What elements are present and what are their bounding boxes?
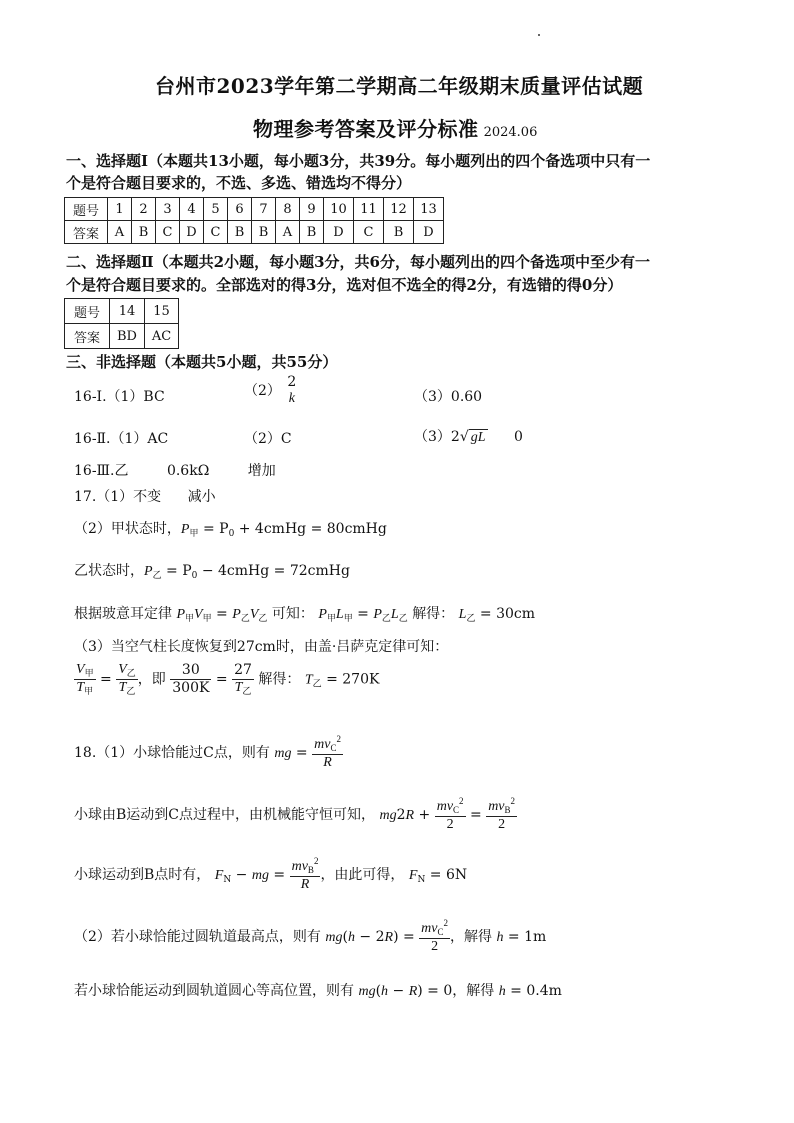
section1-heading-line1: 一、选择题Ⅰ（本题共13小题，每小题3分，共39分。每小题列出的四个备选项中只有一 xyxy=(66,152,651,170)
q18-line3-result: = 6N xyxy=(429,866,468,883)
fraction xyxy=(285,374,298,408)
q17-line1 xyxy=(74,486,216,506)
q17-line2-eq2: + 4cmHg = 80cmHg xyxy=(238,521,387,537)
q18-line3-prefix: 小球运动到B点时有， xyxy=(74,866,211,883)
q16-3-trend: 增加 xyxy=(247,463,276,479)
question-number: 8 xyxy=(276,198,300,221)
q16-3-value: 0.6kΩ xyxy=(166,463,210,479)
section1-answer-table xyxy=(64,197,444,244)
fraction: $\frac{mv_B^2}{R}$ xyxy=(291,856,319,892)
fraction: $\frac{mv_B^2}{2}$ xyxy=(488,796,516,832)
section3-heading: 三、非选择题（本题共5小题，共55分） xyxy=(66,353,338,371)
q16-2-part1: 16-Ⅱ.（1）AC xyxy=(74,431,169,447)
q16-2-part3-label: （3）2 xyxy=(414,429,460,445)
answer-cell: B xyxy=(228,221,252,244)
page-title: 台州市2023学年第二学期高二年级期末质量评估试题 xyxy=(155,74,644,98)
question-number: 2 xyxy=(132,198,156,221)
sqrt-sign: √ xyxy=(459,429,469,445)
q17-line4-solve: 解得： xyxy=(412,606,455,622)
q17-line3-eq2: − 4cmHg = 72cmHg xyxy=(201,563,350,579)
question-number: 11 xyxy=(354,198,384,221)
q18-line5-result: = 0.4m xyxy=(510,983,562,999)
scan-dot xyxy=(538,34,540,36)
q16-1-part3: （3）0.60 xyxy=(414,389,483,405)
answer-cell: B xyxy=(300,221,324,244)
subtitle-text: 物理参考答案及评分标准 xyxy=(253,117,479,141)
question-number: 10 xyxy=(324,198,354,221)
section2-heading-line1: 二、选择题Ⅱ（本题共2小题，每小题3分，共6分，每小题列出的四个备选项中至少有一 xyxy=(66,253,650,271)
q16-2-part3 xyxy=(414,426,523,446)
q17-line4: 根据玻意耳定律 $P_甲V_甲 = P_乙V_乙$ 可知： $P_甲L_甲 = P_乙L_乙$ 解得： $L_乙 = 30cm$ xyxy=(74,606,536,624)
q18-line2: 小球由B运动到C点过程中，由机械能守恒可知， mg2R + $\frac{mv_C^2}{2}$ = $\frac{mv_B^2}{2}$ xyxy=(74,796,516,832)
q18-line1: 18.（1）小球恰能过C点，则有 mg = $\frac{mv_C^2}{R}$ xyxy=(74,734,341,770)
q18-line5-prefix: 若小球恰能运动到圆轨道圆心等高位置，则有 xyxy=(74,983,354,999)
question-number: 15 xyxy=(145,299,179,324)
fraction: $\frac{V_甲}{T_甲}$ xyxy=(76,662,94,696)
question-number: 12 xyxy=(384,198,414,221)
row-label: 答案 xyxy=(65,324,110,349)
answer-cell: C xyxy=(354,221,384,244)
table-row xyxy=(65,198,444,221)
question-number: 3 xyxy=(156,198,180,221)
q18-line5: 若小球恰能运动到圆轨道圆心等高位置，则有 mg(h − R) = 0，解得 h = 0.4m xyxy=(74,983,562,999)
section1-heading-line2: 个是符合题目要求的，不选、多选、错选均不得分） xyxy=(66,174,412,192)
question-number: 13 xyxy=(414,198,444,221)
fraction-numerator: 2 xyxy=(287,374,297,390)
question-number: 9 xyxy=(300,198,324,221)
q17-line6-solve: 解得： xyxy=(258,671,301,688)
answer-cell: B xyxy=(132,221,156,244)
answer-cell: D xyxy=(180,221,204,244)
fraction-denominator: k xyxy=(288,390,295,406)
table-row xyxy=(65,299,179,324)
question-number: 7 xyxy=(252,198,276,221)
q17-line2-eq: = P xyxy=(202,521,229,537)
answer-cell: B xyxy=(384,221,414,244)
q16-1-part2-label: （2） xyxy=(244,382,281,399)
question-number: 14 xyxy=(110,299,145,324)
table-row xyxy=(65,324,179,349)
question-number: 5 xyxy=(204,198,228,221)
answer-cell: A xyxy=(276,221,300,244)
q17-line4-mid: 可知： xyxy=(271,606,314,622)
answer-cell: D xyxy=(324,221,354,244)
section2-heading-line2: 个是符合题目要求的。全部选对的得3分，选对但不选全的得2分，有选错的得0分） xyxy=(66,276,623,294)
fraction: $\frac{mv_C^2}{2}$ xyxy=(436,796,464,832)
q18-line4-prefix: （2）若小球恰能过圆轨道最高点，则有 xyxy=(74,928,321,945)
q17-line3: 乙状态时，$P_乙 = P_0$ − 4cmHg = 72cmHg xyxy=(74,563,350,581)
q17-line5: （3）当空气柱长度恢复到27cm时，由盖·吕萨克定律可知： xyxy=(74,639,449,655)
answer-cell: D xyxy=(414,221,444,244)
q17-line2: （2）甲状态时，$P_甲 = P_0$ + 4cmHg = 80cmHg xyxy=(74,521,387,539)
question-number: 6 xyxy=(228,198,252,221)
q18-line4-solve: ，解得 xyxy=(450,928,492,945)
q17-line2-prefix: （2）甲状态时， xyxy=(74,521,181,537)
q16-3-label: 16-Ⅲ.乙 xyxy=(74,463,129,479)
question-number: 4 xyxy=(180,198,204,221)
q17-line3-eq: = P xyxy=(166,563,192,579)
q17-line6: $\frac{V_甲}{T_甲}$ = $\frac{V_乙}{T_乙}$ ，即 $\frac{30}{300K}$ = $\frac{27}{T_乙}$ 解得： $T_乙 = 270K$ xyxy=(76,662,380,696)
q17-part1-a: 17.（1）不变 xyxy=(74,489,162,505)
row-label: 题号 xyxy=(65,198,108,221)
answer-cell: B xyxy=(252,221,276,244)
section2-answer-table xyxy=(64,298,179,349)
q17-part1-b: 减小 xyxy=(187,489,216,505)
q16-2-part3-b: 0 xyxy=(514,429,523,445)
answer-cell: C xyxy=(156,221,180,244)
q17-line4-result: = 30cm xyxy=(479,606,536,622)
sqrt-content: gL xyxy=(470,430,486,445)
q18-line1-prefix: 18.（1）小球恰能过C点，则有 xyxy=(74,744,270,761)
q18-line4: （2）若小球恰能过圆轨道最高点，则有 mg(h − 2R) = $\frac{mv_C^2}{2}$ ，解得 h = 1m xyxy=(74,918,547,954)
table-row xyxy=(65,221,444,244)
fraction: $\frac{mv_C^2}{2}$ xyxy=(421,918,448,954)
answer-cell: BD xyxy=(110,324,145,349)
answer-cell: AC xyxy=(145,324,179,349)
page-subtitle xyxy=(253,113,537,142)
q16-1-part1: 16-Ⅰ.（1）BC xyxy=(74,389,165,405)
q18-line3-mid: ，由此可得， xyxy=(320,866,405,883)
question-number: 1 xyxy=(108,198,132,221)
row-label: 答案 xyxy=(65,221,108,244)
q17-line6-mid: ，即 xyxy=(137,671,166,688)
q17-line4-prefix: 根据玻意耳定律 xyxy=(74,606,172,622)
subtitle-date: 2024.06 xyxy=(483,125,538,140)
q17-line6-result: = 270K xyxy=(326,671,380,688)
q16-2-part2: （2）C xyxy=(244,431,292,447)
row-label: 题号 xyxy=(65,299,110,324)
answer-cell: A xyxy=(108,221,132,244)
q17-line3-prefix: 乙状态时， xyxy=(74,563,144,579)
q16-1-part2 xyxy=(244,374,298,408)
q16-3-line xyxy=(74,460,276,480)
fraction: $\frac{27}{T_乙}$ xyxy=(234,662,252,696)
answer-cell: C xyxy=(204,221,228,244)
fraction: $\frac{V_乙}{T_乙}$ xyxy=(118,662,136,696)
q18-line5-eq: = 0 xyxy=(427,983,453,999)
fraction: $\frac{30}{300K}$ xyxy=(172,662,210,696)
fraction: $\frac{mv_C^2}{R}$ xyxy=(314,734,341,770)
q18-line3: 小球运动到B点时有， $F_N$ − mg = $\frac{mv_B^2}{R}$ ，由此可得， $F_N = 6N$ xyxy=(74,856,468,892)
q18-line2-prefix: 小球由B运动到C点过程中，由机械能守恒可知， xyxy=(74,806,375,823)
q18-line5-solve: ，解得 xyxy=(452,983,495,999)
q18-line4-result: = 1m xyxy=(507,928,547,945)
